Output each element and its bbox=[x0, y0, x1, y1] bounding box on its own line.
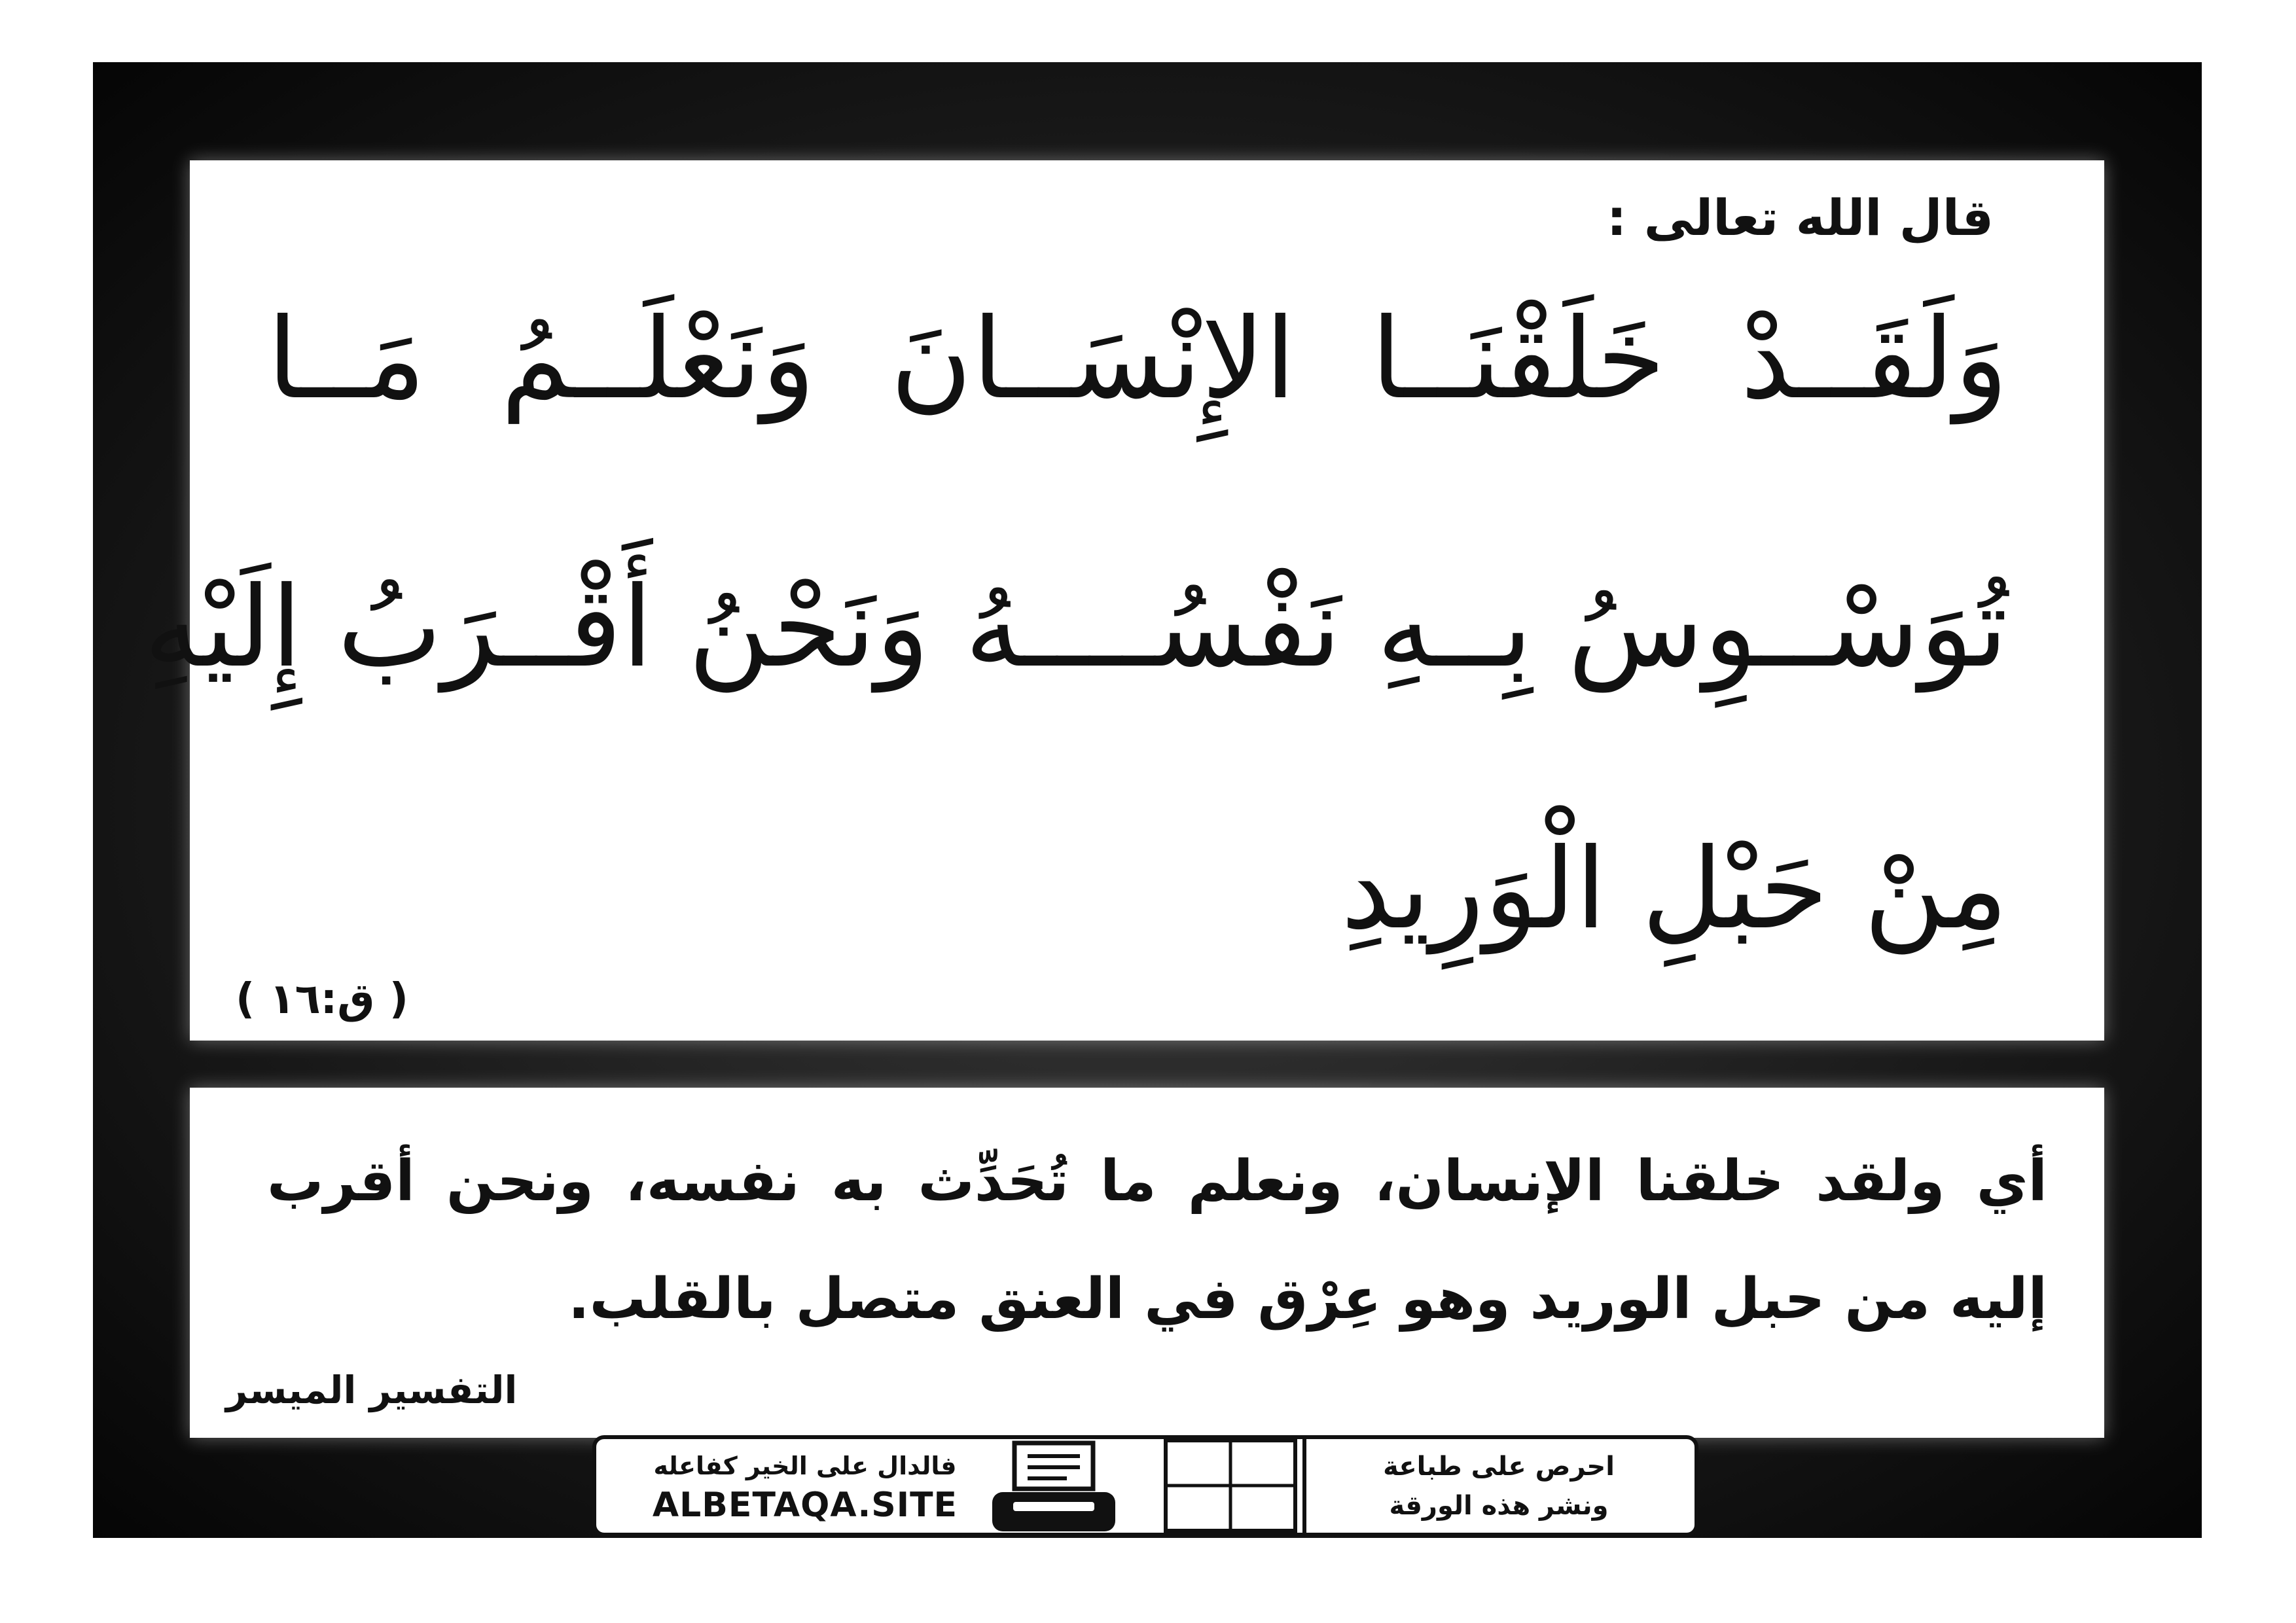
verse-reference: ( ق:١٦ ) bbox=[236, 975, 408, 1024]
verse-line-2: تُوَسْــوِسُ بِــهِ نَفْسُــــهُ وَنَحْنُ أَقْــرَبُ إِلَيْهِ bbox=[143, 563, 2008, 692]
verse-intro: قال الله تعالى : bbox=[1606, 188, 1994, 247]
logo-mark bbox=[1162, 1436, 1299, 1535]
printer-icon bbox=[988, 1440, 1119, 1535]
footer-care-line-2: ونشر هذه الورقة bbox=[1389, 1491, 1609, 1521]
verse-line-3: مِنْ حَبْلِ الْوَرِيدِ bbox=[1340, 825, 2008, 954]
footer-site-link[interactable]: ALBETAQA.SITE bbox=[652, 1486, 958, 1525]
footer-care-line-1: احرص على طباعة bbox=[1383, 1452, 1615, 1482]
footer-dalil-text: فالدال على الخير كفاعله bbox=[653, 1452, 957, 1480]
footer-divider bbox=[1302, 1435, 1306, 1537]
tafsir-line-2: إليه من حبل الوريد وهو عِرْق في العنق متصل بالقلب. bbox=[568, 1266, 2047, 1332]
tafsir-line-1: أي ولقد خلقنا الإنسان، ونعلم ما تُحَدِّث به نفسه، ونحن أقرب bbox=[267, 1149, 2047, 1214]
verse-line-1: وَلَقَــدْ خَلَقْنَــا الإِنْسَــانَ وَنَعْلَــمُ مَــا bbox=[267, 294, 2008, 424]
tafsir-source: التفسير الميسر bbox=[226, 1368, 518, 1412]
